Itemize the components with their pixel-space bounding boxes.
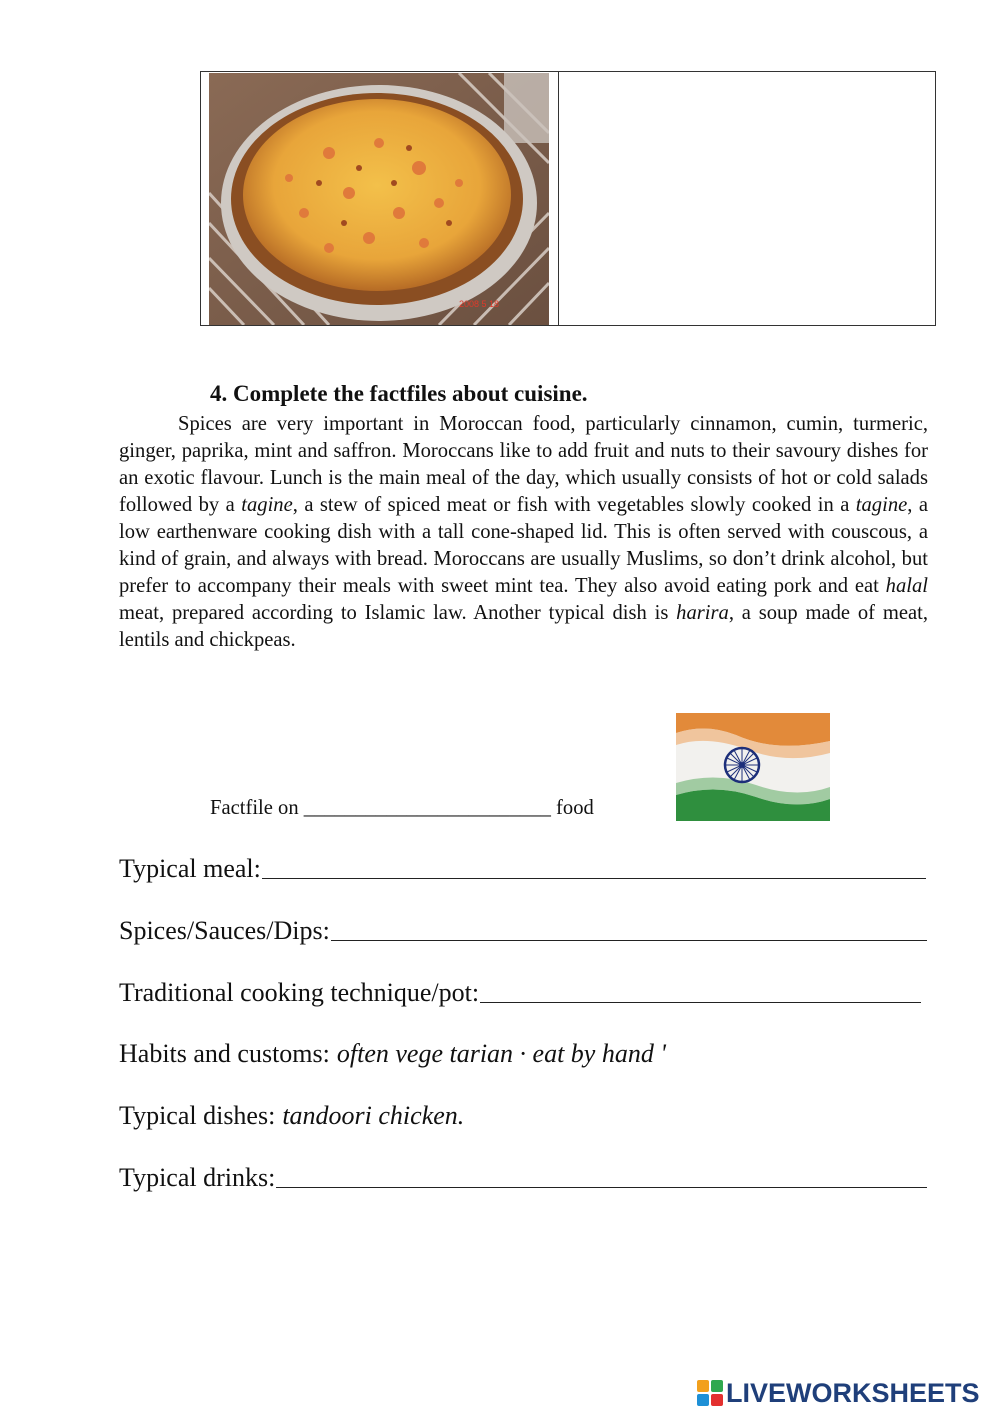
drinks-input[interactable] <box>276 1183 927 1188</box>
drinks-field <box>119 1161 927 1193</box>
liveworksheets-watermark <box>697 1378 980 1408</box>
top-table <box>200 71 936 326</box>
habits-field <box>119 1037 927 1069</box>
habits-answer[interactable]: often vege tarian · eat by hand ' <box>336 1039 666 1068</box>
typical-meal-field <box>119 852 926 884</box>
dishes-answer[interactable]: tandoori chicken. <box>282 1101 465 1130</box>
photo-cell <box>201 72 559 325</box>
passage-text: , a stew of spiced meat or fish with vegetables slowly cooked in a <box>292 494 856 516</box>
exercise-heading: 4. Complete the factfiles about cuisine. <box>210 381 588 406</box>
typical-meal-input[interactable] <box>262 874 926 879</box>
passage-text: , a low earthenware cooking dish with a tall cone-shaped lid. This is often served with couscous, a kind of grain, and always with bread. Moroccans are usually Muslims, so don’t drink alcohol, but prefer to accompany their meals with sweet mint tea. They also avoid eating pork and eat <box>119 494 928 597</box>
india-flag-icon <box>676 713 830 821</box>
passage-italic-term: tagine <box>241 494 293 516</box>
passage-text: meat, prepared according to Islamic law. Another typical dish is <box>119 602 677 624</box>
photo-date-stamp: 2008 5 18 <box>459 299 500 309</box>
liveworksheets-logo-icon <box>697 1380 723 1406</box>
passage-text: , a soup made of meat, lentils and chickpeas. <box>119 602 928 651</box>
dishes-field <box>119 1099 927 1131</box>
passage-italic-term: harira <box>676 602 729 624</box>
factfile-title: Factfile on ________________________ food <box>210 797 594 819</box>
spices-field <box>119 914 927 946</box>
cooking-input[interactable] <box>480 998 921 1003</box>
watermark-text: LIVEWORKSHEETS <box>726 1377 980 1408</box>
exercise-passage <box>119 411 928 654</box>
passage-italic-term: halal <box>885 575 928 597</box>
empty-answer-cell[interactable] <box>559 72 935 325</box>
spices-input[interactable] <box>331 936 927 941</box>
passage-text: Spices are very important in Moroccan food, particularly cinnamon, cumin, turmeric, ginger, paprika, mint and saffron. Moroccans like to add fruit and nuts to their savoury dishes for an exotic flavour. Lunch is the main meal of the day, which usually consists of hot or cold salads followed by a <box>119 413 928 516</box>
passage-italic-term: tagine <box>855 494 908 516</box>
quiche-photo <box>209 73 549 325</box>
typical-meal-label: Typical meal: <box>119 854 261 883</box>
dishes-label: Typical dishes: <box>119 1101 276 1130</box>
spices-label: Spices/Sauces/Dips: <box>119 916 330 945</box>
drinks-label: Typical drinks: <box>119 1163 276 1192</box>
habits-label: Habits and customs: <box>119 1039 330 1068</box>
cooking-field <box>119 976 921 1008</box>
cooking-label: Traditional cooking technique/pot: <box>119 978 480 1007</box>
